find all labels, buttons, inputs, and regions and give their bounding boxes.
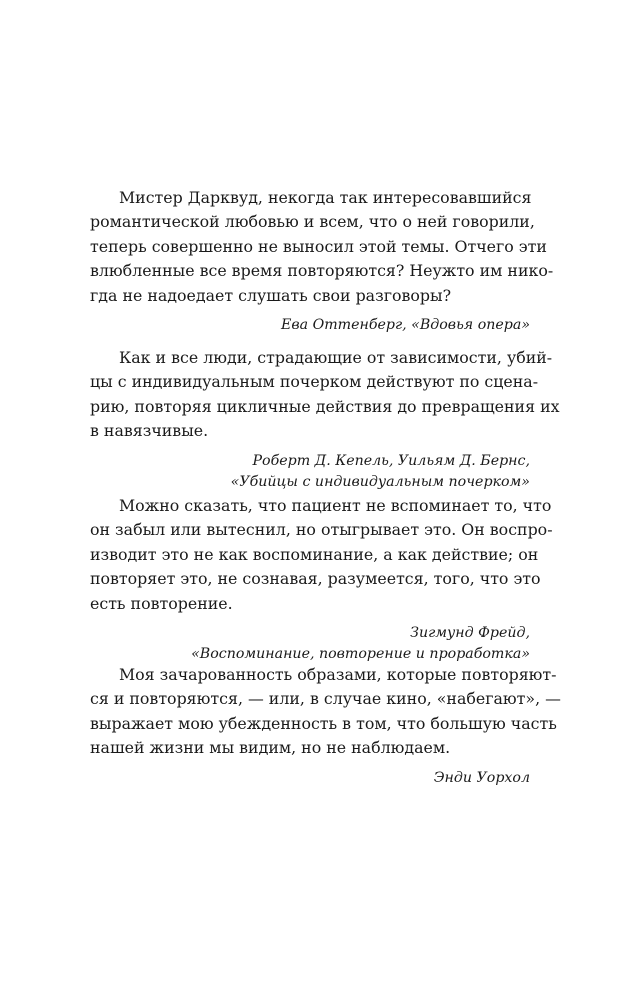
quote-line: повторяет это, не сознавая, разумеется, того, что это [90, 569, 541, 589]
epigraph-attribution [90, 315, 530, 336]
attribution-line: Ева Оттенберг, «Вдовья опера» [280, 316, 530, 333]
quote-line: Можно сказать, что пациент не вспоминает то, что [119, 496, 552, 515]
epigraph-quote [90, 663, 561, 761]
quote-line: есть повторение. [90, 593, 233, 613]
epigraph-quote [90, 186, 554, 308]
quote-line: Мистер Дарквуд, некогда так интересовавшийся [119, 188, 532, 207]
quote-line: в навязчивые. [90, 421, 209, 441]
quote-line: романтической любовью и всем, что о ней говорили, [90, 212, 535, 232]
quote-line: выражает мою убежденность в том, что большую часть [90, 713, 557, 733]
quote-line: он забыл или вытеснил, но отыгрывает это. Он воспро- [90, 520, 553, 540]
attribution-line: «Воспоминание, повторение и проработка» [191, 645, 530, 662]
quote-line: цы с индивидуальным почерком действуют по сцена- [90, 372, 539, 392]
quote-line: изводит это не как воспоминание, а как действие; он [90, 544, 539, 564]
epigraph-attribution [90, 451, 530, 493]
quote-line: Моя зачарованность образами, которые повторяют- [119, 665, 557, 684]
attribution-line: Энди Уорхол [433, 769, 530, 786]
quote-line: ся и повторяются, — или, в случае кино, «набегают», — [90, 689, 561, 709]
epigraph-quote [90, 494, 553, 616]
quote-line: теперь совершенно не выносил этой темы. Отчего эти [90, 236, 547, 256]
attribution-line: Роберт Д. Кепель, Уильям Д. Бернс, [252, 452, 530, 469]
epigraph-4 [90, 663, 561, 789]
epigraph-2 [90, 346, 560, 493]
quote-line: нашей жизни мы видим, но не наблюдаем. [90, 738, 451, 758]
epigraph-attribution [90, 768, 530, 789]
quote-line: гда не надоедает слушать свои разговоры? [90, 285, 452, 305]
quote-line: влюбленные все время повторяются? Неужто им нико- [90, 261, 554, 281]
quote-line: Как и все люди, страдающие от зависимости, убий- [119, 348, 553, 367]
epigraph-3 [90, 494, 553, 665]
attribution-line: «Убийцы с индивидуальным почерком» [230, 473, 530, 490]
epigraph-1 [90, 186, 554, 336]
epigraph-quote [90, 346, 560, 444]
attribution-line: Зигмунд Фрейд, [410, 624, 530, 641]
quote-line: рию, повторяя цикличные действия до превращения их [90, 396, 560, 416]
epigraph-attribution [90, 623, 530, 665]
